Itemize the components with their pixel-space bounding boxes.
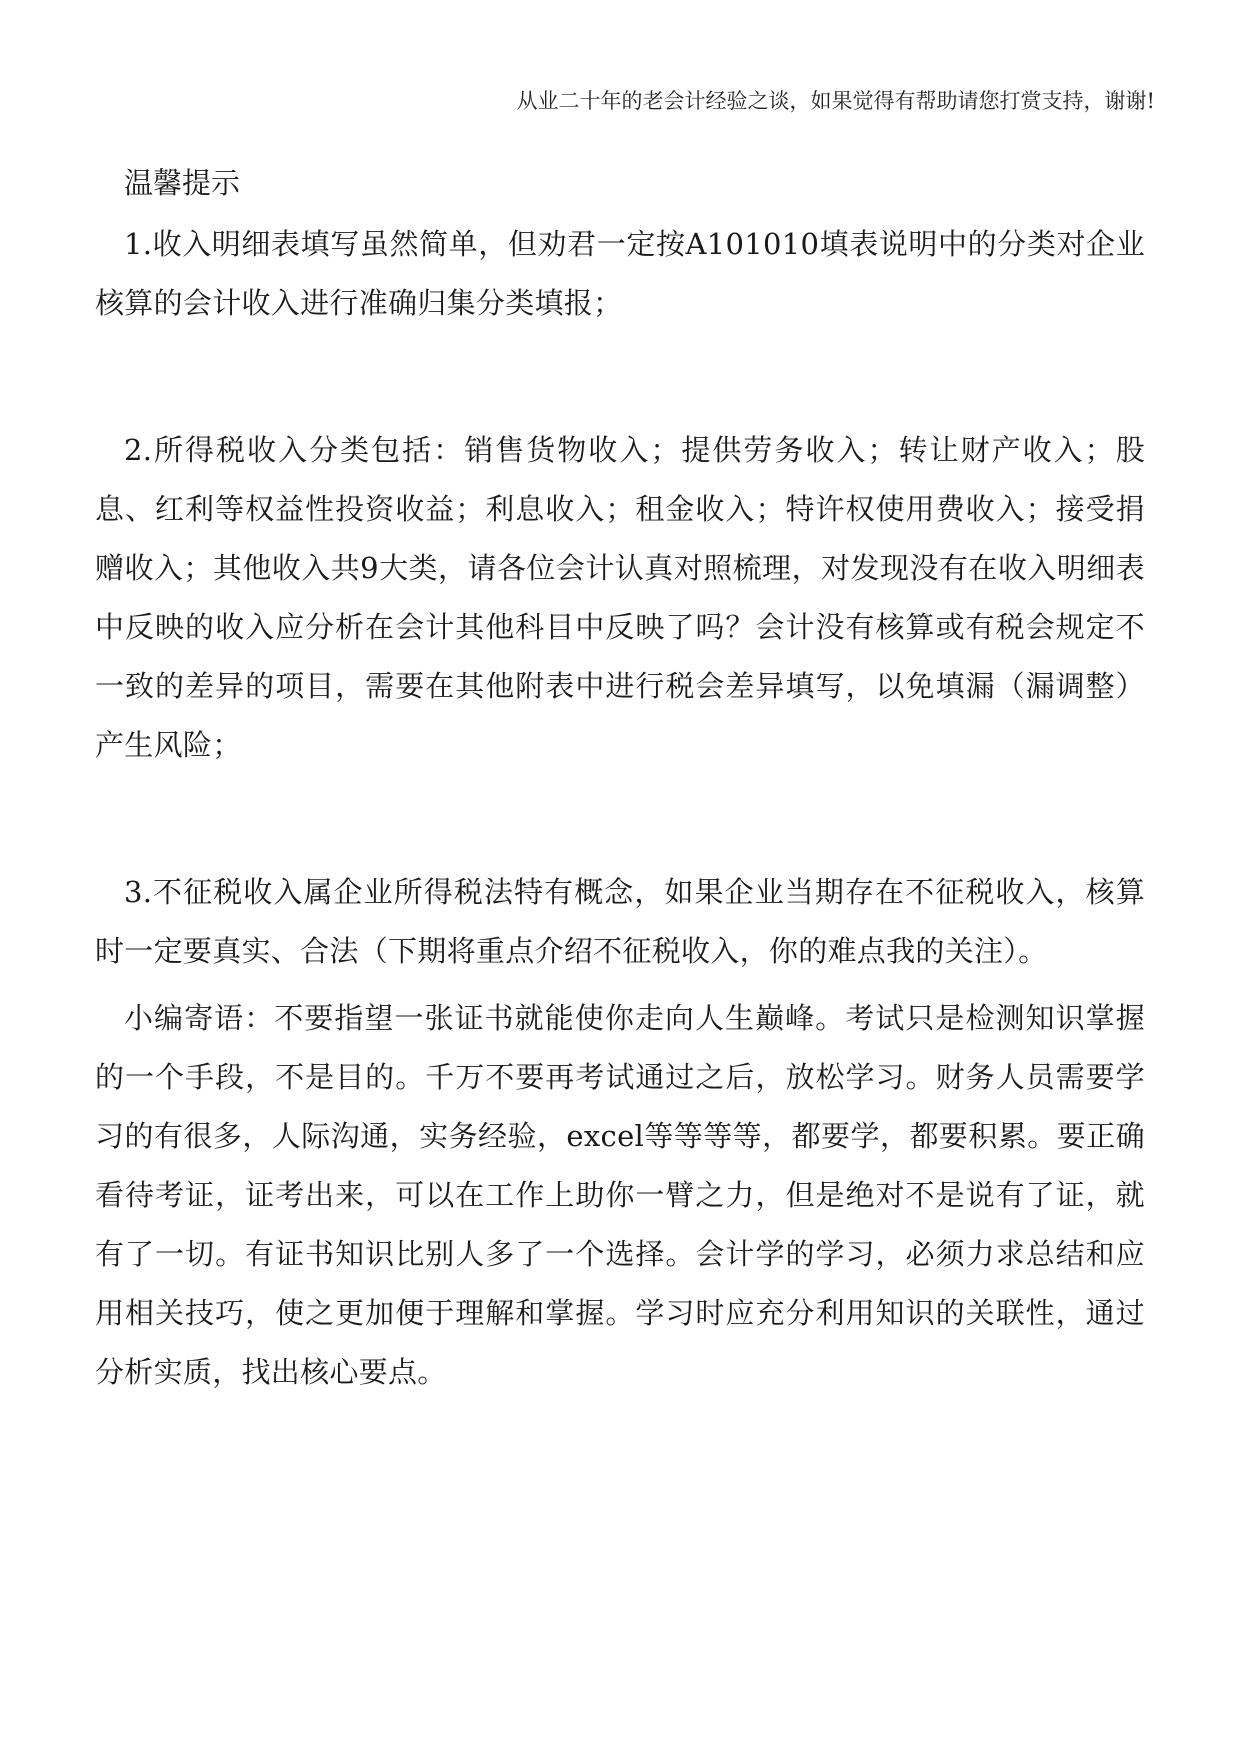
paragraph-2: 2.所得税收入分类包括：销售货物收入；提供劳务收入；转让财产收入；股息、红利等权益性投资收益；利息收入；租金收入；特许权使用费收入；接受捐赠收入；其他收入共9大类，请各位会计认真对照梳理，对发现没有在收入明细表中反映的收入应分析在会计其他科目中反映了吗？会计没有核算或有税会规定不一致的差异的项目，需要在其他附表中进行税会差异填写，以免填漏（漏调整）产生风险； bbox=[95, 433, 1145, 762]
paragraph-3: 3.不征税收入属企业所得税法特有概念，如果企业当期存在不征税收入，核算时一定要真实、合法（下期将重点介绍不征税收入，你的难点我的关注）。 bbox=[95, 875, 1145, 968]
document-body bbox=[95, 155, 1145, 1402]
document-title: 温馨提示 bbox=[124, 166, 241, 200]
spacer bbox=[95, 775, 1145, 863]
paragraph-1: 1.收入明细表填写虽然简单，但劝君一定按A101010填表说明中的分类对企业核算的会计收入进行准确归集分类填报； bbox=[95, 227, 1145, 320]
paragraph-editor-note: 小编寄语：不要指望一张证书就能使你走向人生巅峰。考试只是检测知识掌握的一个手段，不是目的。千万不要再考试通过之后，放松学习。财务人员需要学习的有很多，人际沟通，实务经验，excel等等等等，都要学，都要积累。要正确看待考证，证考出来，可以在工作上助你一臂之力，但是绝对不是说有了证，就有了一切。有证书知识比别人多了一个选择。会计学的学习，必须力求总结和应用相关技巧，使之更加便于理解和掌握。学习时应充分利用知识的关联性，通过分析实质，找出核心要点。 bbox=[95, 1001, 1145, 1389]
spacer bbox=[95, 981, 1145, 989]
spacer bbox=[95, 333, 1145, 421]
header-note: 从业二十年的老会计经验之谈，如果觉得有帮助请您打赏支持，谢谢! bbox=[516, 89, 1155, 113]
